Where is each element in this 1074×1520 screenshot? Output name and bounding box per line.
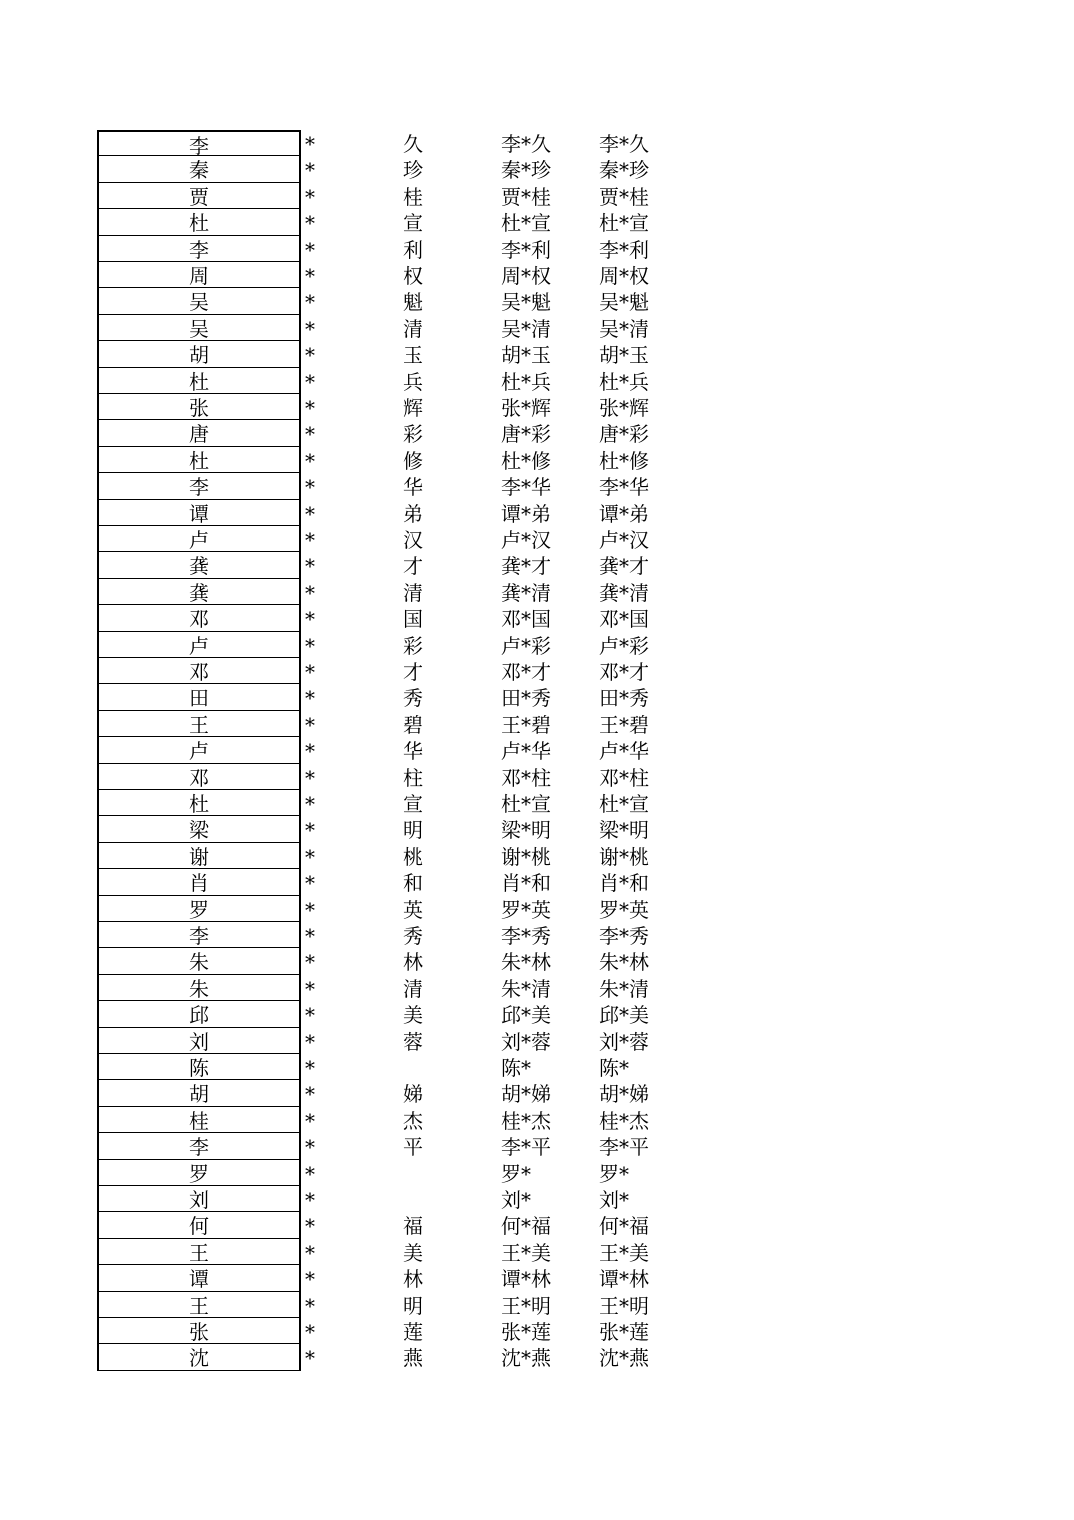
given-name-cell: 明 [403, 818, 423, 843]
surname-cell: 杜 [97, 790, 301, 816]
mask-star-cell: * [305, 686, 315, 711]
given-name-cell: 宣 [403, 792, 423, 816]
masked-name-copy-cell: 朱*林 [599, 950, 649, 975]
given-name-cell: 和 [403, 871, 423, 896]
mask-star-cell: * [305, 792, 315, 816]
table-row [0, 341, 1074, 367]
masked-name-cell: 谢*桃 [501, 844, 551, 869]
surname-cell: 唐 [97, 420, 301, 446]
masked-name-cell: 杜*修 [501, 448, 551, 473]
mask-star-cell: * [305, 818, 315, 843]
masked-name-cell: 李*久 [501, 132, 551, 156]
given-name-cell: 兵 [403, 369, 423, 394]
given-name-cell: 莲 [403, 1320, 423, 1344]
table-row [0, 315, 1074, 341]
mask-star-cell: * [305, 1056, 315, 1080]
masked-name-copy-cell: 谢*桃 [599, 844, 649, 869]
given-name-cell: 华 [403, 475, 423, 500]
mask-star-cell: * [305, 633, 315, 658]
table-row [0, 420, 1074, 446]
mask-star-cell: * [305, 1135, 315, 1160]
given-name-cell: 国 [403, 607, 423, 632]
masked-name-cell: 邓*国 [501, 607, 551, 632]
masked-name-copy-cell: 罗* [599, 1161, 629, 1186]
masked-name-cell: 胡*玉 [501, 343, 551, 368]
table-row [0, 1133, 1074, 1159]
mask-star-cell: * [305, 765, 315, 790]
masked-name-cell: 李*华 [501, 475, 551, 500]
given-name-cell: 才 [403, 554, 423, 579]
mask-star-cell: * [305, 1320, 315, 1344]
masked-name-copy-cell: 谭*林 [599, 1267, 649, 1292]
surname-cell: 邱 [97, 1001, 301, 1027]
mask-star-cell: * [305, 712, 315, 737]
given-name-cell: 宣 [403, 211, 423, 236]
masked-name-copy-cell: 唐*彩 [599, 422, 649, 447]
masked-name-cell: 杜*宣 [501, 792, 551, 816]
masked-name-copy-cell: 王*美 [599, 1240, 649, 1265]
table-row [0, 605, 1074, 631]
table-row [0, 1001, 1074, 1027]
given-name-cell: 秀 [403, 686, 423, 711]
given-name-cell: 明 [403, 1293, 423, 1318]
table-row [0, 737, 1074, 763]
masked-name-copy-cell: 陈* [599, 1056, 629, 1080]
mask-star-cell: * [305, 528, 315, 552]
mask-star-cell: * [305, 1240, 315, 1265]
surname-cell: 张 [97, 1318, 301, 1344]
masked-name-cell: 张*辉 [501, 396, 551, 420]
table-row [0, 711, 1074, 737]
surname-cell: 朱 [97, 975, 301, 1001]
given-name-cell: 林 [403, 1267, 423, 1292]
masked-name-copy-cell: 肖*和 [599, 871, 649, 896]
given-name-cell: 权 [403, 264, 423, 288]
masked-name-copy-cell: 张*莲 [599, 1320, 649, 1344]
table-row [0, 896, 1074, 922]
table-row [0, 262, 1074, 288]
masked-name-copy-cell: 沈*燕 [599, 1346, 649, 1371]
mask-star-cell: * [305, 1188, 315, 1212]
table-row [0, 975, 1074, 1001]
mask-star-cell: * [305, 1293, 315, 1318]
given-name-cell: 彩 [403, 633, 423, 658]
masked-name-copy-cell: 卢*彩 [599, 633, 649, 658]
masked-name-copy-cell: 周*权 [599, 264, 649, 288]
surname-cell: 朱 [97, 948, 301, 974]
given-name-cell: 玉 [403, 343, 423, 368]
masked-name-cell: 沈*燕 [501, 1346, 551, 1371]
surname-cell: 卢 [97, 737, 301, 763]
table-row [0, 1239, 1074, 1265]
table-row [0, 288, 1074, 314]
table-row [0, 816, 1074, 842]
given-name-cell: 福 [403, 1214, 423, 1239]
mask-star-cell: * [305, 475, 315, 500]
table-row [0, 368, 1074, 394]
mask-star-cell: * [305, 316, 315, 341]
mask-star-cell: * [305, 924, 315, 948]
table-row [0, 1080, 1074, 1106]
given-name-cell: 桃 [403, 844, 423, 869]
given-name-cell: 清 [403, 580, 423, 605]
table-row [0, 1160, 1074, 1186]
masked-name-cell: 肖*和 [501, 871, 551, 896]
mask-star-cell: * [305, 1082, 315, 1107]
masked-name-cell: 贾*桂 [501, 184, 551, 209]
table-row [0, 473, 1074, 499]
given-name-cell: 美 [403, 1240, 423, 1265]
table-row [0, 209, 1074, 235]
masked-name-cell: 王*美 [501, 1240, 551, 1265]
surname-cell: 杜 [97, 447, 301, 473]
table-row [0, 500, 1074, 526]
given-name-cell: 才 [403, 660, 423, 684]
table-row [0, 658, 1074, 684]
surname-cell: 李 [97, 473, 301, 499]
masked-name-copy-cell: 刘*蓉 [599, 1029, 649, 1054]
table-row [0, 1028, 1074, 1054]
mask-star-cell: * [305, 580, 315, 605]
masked-name-copy-cell: 卢*汉 [599, 528, 649, 552]
masked-name-cell: 王*明 [501, 1293, 551, 1318]
table-row [0, 1107, 1074, 1133]
masked-name-cell: 朱*清 [501, 976, 551, 1001]
mask-star-cell: * [305, 660, 315, 684]
masked-name-copy-cell: 吴*清 [599, 316, 649, 341]
given-name-cell: 平 [403, 1135, 423, 1160]
mask-star-cell: * [305, 1267, 315, 1292]
masked-name-copy-cell: 贾*桂 [599, 184, 649, 209]
surname-cell: 罗 [97, 1160, 301, 1186]
surname-cell: 胡 [97, 1080, 301, 1106]
masked-name-cell: 龚*清 [501, 580, 551, 605]
masked-name-cell: 邱*美 [501, 1003, 551, 1028]
masked-name-cell: 梁*明 [501, 818, 551, 843]
surname-cell: 李 [97, 1133, 301, 1159]
surname-cell: 何 [97, 1212, 301, 1238]
table-row [0, 447, 1074, 473]
surname-cell: 李 [97, 922, 301, 948]
mask-star-cell: * [305, 396, 315, 420]
masked-name-copy-cell: 谭*弟 [599, 501, 649, 526]
surname-cell: 王 [97, 1239, 301, 1265]
masked-name-copy-cell: 田*秀 [599, 686, 649, 711]
surname-cell: 梁 [97, 816, 301, 842]
mask-star-cell: * [305, 739, 315, 764]
masked-name-cell: 罗*英 [501, 897, 551, 922]
given-name-cell: 娣 [403, 1082, 423, 1107]
mask-star-cell: * [305, 844, 315, 869]
mask-star-cell: * [305, 1346, 315, 1371]
masked-name-copy-cell: 王*明 [599, 1293, 649, 1318]
surname-cell: 田 [97, 684, 301, 710]
masked-name-cell: 谭*林 [501, 1267, 551, 1292]
masked-name-copy-cell: 邓*才 [599, 660, 649, 684]
table-row [0, 130, 1074, 156]
masked-name-cell: 田*秀 [501, 686, 551, 711]
masked-name-cell: 陈* [501, 1056, 531, 1080]
table-row [0, 684, 1074, 710]
mask-star-cell: * [305, 343, 315, 368]
given-name-cell: 碧 [403, 712, 423, 737]
masked-name-cell: 刘*蓉 [501, 1029, 551, 1054]
mask-star-cell: * [305, 158, 315, 183]
masked-name-copy-cell: 朱*清 [599, 976, 649, 1001]
given-name-cell: 彩 [403, 422, 423, 447]
masked-name-copy-cell: 罗*英 [599, 897, 649, 922]
masked-name-copy-cell: 张*辉 [599, 396, 649, 420]
surname-cell: 李 [97, 236, 301, 262]
surname-cell: 谭 [97, 1265, 301, 1291]
table-row [0, 1212, 1074, 1238]
masked-name-copy-cell: 胡*玉 [599, 343, 649, 368]
given-name-cell: 华 [403, 739, 423, 764]
surname-cell: 张 [97, 394, 301, 420]
table-row [0, 156, 1074, 182]
surname-cell: 邓 [97, 764, 301, 790]
mask-star-cell: * [305, 132, 315, 156]
masked-name-copy-cell: 龚*清 [599, 580, 649, 605]
masked-name-copy-cell: 梁*明 [599, 818, 649, 843]
masked-name-cell: 周*权 [501, 264, 551, 288]
mask-star-cell: * [305, 976, 315, 1001]
mask-star-cell: * [305, 1161, 315, 1186]
masked-name-cell: 王*碧 [501, 712, 551, 737]
given-name-cell: 秀 [403, 924, 423, 948]
masked-name-copy-cell: 刘* [599, 1188, 629, 1212]
given-name-cell: 利 [403, 237, 423, 262]
mask-star-cell: * [305, 950, 315, 975]
surname-cell: 刘 [97, 1186, 301, 1212]
surname-cell: 胡 [97, 341, 301, 367]
given-name-cell: 燕 [403, 1346, 423, 1371]
surname-cell: 桂 [97, 1107, 301, 1133]
masked-name-cell: 李*平 [501, 1135, 551, 1160]
masked-name-copy-cell: 李*利 [599, 237, 649, 262]
masked-name-copy-cell: 邓*国 [599, 607, 649, 632]
given-name-cell: 杰 [403, 1108, 423, 1133]
given-name-cell: 桂 [403, 184, 423, 209]
table-row [0, 1344, 1074, 1370]
masked-name-cell: 邓*才 [501, 660, 551, 684]
masked-name-copy-cell: 李*平 [599, 1135, 649, 1160]
table-row [0, 632, 1074, 658]
table-row [0, 869, 1074, 895]
masked-name-copy-cell: 邓*柱 [599, 765, 649, 790]
masked-name-cell: 李*秀 [501, 924, 551, 948]
table-row [0, 1186, 1074, 1212]
masked-name-copy-cell: 杜*宣 [599, 792, 649, 816]
masked-name-copy-cell: 吴*魁 [599, 290, 649, 315]
masked-name-cell: 谭*弟 [501, 501, 551, 526]
masked-name-copy-cell: 李*久 [599, 132, 649, 156]
surname-cell: 杜 [97, 209, 301, 235]
masked-name-copy-cell: 胡*娣 [599, 1082, 649, 1107]
mask-star-cell: * [305, 607, 315, 632]
surname-cell: 杜 [97, 368, 301, 394]
masked-name-copy-cell: 秦*珍 [599, 158, 649, 183]
masked-name-copy-cell: 桂*杰 [599, 1108, 649, 1133]
surname-cell: 卢 [97, 632, 301, 658]
table-row [0, 1265, 1074, 1291]
surname-cell: 龚 [97, 579, 301, 605]
table-row [0, 236, 1074, 262]
masked-name-cell: 杜*兵 [501, 369, 551, 394]
masked-name-cell: 吴*魁 [501, 290, 551, 315]
mask-star-cell: * [305, 501, 315, 526]
table-row [0, 394, 1074, 420]
given-name-cell: 蓉 [403, 1029, 423, 1054]
masked-name-cell: 吴*清 [501, 316, 551, 341]
surname-cell: 周 [97, 262, 301, 288]
masked-name-cell: 张*莲 [501, 1320, 551, 1344]
given-name-cell: 清 [403, 976, 423, 1001]
table-row [0, 579, 1074, 605]
surname-cell: 陈 [97, 1054, 301, 1080]
masked-name-cell: 何*福 [501, 1214, 551, 1239]
masked-name-cell: 邓*柱 [501, 765, 551, 790]
masked-name-cell: 桂*杰 [501, 1108, 551, 1133]
given-name-cell: 柱 [403, 765, 423, 790]
mask-star-cell: * [305, 211, 315, 236]
table-row [0, 1318, 1074, 1344]
masked-name-copy-cell: 李*华 [599, 475, 649, 500]
table-row [0, 552, 1074, 578]
surname-cell: 龚 [97, 552, 301, 578]
mask-star-cell: * [305, 871, 315, 896]
surname-cell: 谭 [97, 500, 301, 526]
masked-name-cell: 罗* [501, 1161, 531, 1186]
mask-star-cell: * [305, 1003, 315, 1028]
mask-star-cell: * [305, 448, 315, 473]
table-row [0, 922, 1074, 948]
surname-cell: 沈 [97, 1344, 301, 1370]
table-row [0, 790, 1074, 816]
masked-name-cell: 秦*珍 [501, 158, 551, 183]
mask-star-cell: * [305, 1108, 315, 1133]
surname-cell: 邓 [97, 605, 301, 631]
masked-name-cell: 朱*林 [501, 950, 551, 975]
surname-cell: 李 [97, 130, 301, 156]
mask-star-cell: * [305, 184, 315, 209]
surname-cell: 刘 [97, 1028, 301, 1054]
table-row [0, 1054, 1074, 1080]
table-row [0, 843, 1074, 869]
surname-cell: 邓 [97, 658, 301, 684]
mask-star-cell: * [305, 897, 315, 922]
surname-cell: 贾 [97, 183, 301, 209]
masked-name-cell: 李*利 [501, 237, 551, 262]
surname-cell: 罗 [97, 896, 301, 922]
masked-name-cell: 胡*娣 [501, 1082, 551, 1107]
table-row [0, 948, 1074, 974]
table-row [0, 526, 1074, 552]
masked-name-copy-cell: 卢*华 [599, 739, 649, 764]
surname-cell: 吴 [97, 315, 301, 341]
masked-name-copy-cell: 王*碧 [599, 712, 649, 737]
masked-name-copy-cell: 李*秀 [599, 924, 649, 948]
masked-name-copy-cell: 何*福 [599, 1214, 649, 1239]
surname-cell: 王 [97, 1292, 301, 1318]
surname-cell: 谢 [97, 843, 301, 869]
given-name-cell: 美 [403, 1003, 423, 1028]
mask-star-cell: * [305, 554, 315, 579]
surname-cell: 肖 [97, 869, 301, 895]
surname-cell: 卢 [97, 526, 301, 552]
given-name-cell: 林 [403, 950, 423, 975]
masked-name-cell: 卢*彩 [501, 633, 551, 658]
mask-star-cell: * [305, 1029, 315, 1054]
table-row [0, 1292, 1074, 1318]
masked-name-cell: 杜*宣 [501, 211, 551, 236]
given-name-cell: 珍 [403, 158, 423, 183]
mask-star-cell: * [305, 422, 315, 447]
mask-star-cell: * [305, 369, 315, 394]
given-name-cell: 汉 [403, 528, 423, 552]
masked-name-copy-cell: 邱*美 [599, 1003, 649, 1028]
masked-name-cell: 卢*华 [501, 739, 551, 764]
given-name-cell: 清 [403, 316, 423, 341]
masked-name-copy-cell: 杜*兵 [599, 369, 649, 394]
given-name-cell: 修 [403, 448, 423, 473]
table-row [0, 764, 1074, 790]
given-name-cell: 辉 [403, 396, 423, 420]
masked-name-cell: 龚*才 [501, 554, 551, 579]
masked-name-copy-cell: 杜*宣 [599, 211, 649, 236]
masked-name-copy-cell: 龚*才 [599, 554, 649, 579]
surname-cell: 秦 [97, 156, 301, 182]
masked-name-cell: 刘* [501, 1188, 531, 1212]
mask-star-cell: * [305, 264, 315, 288]
mask-star-cell: * [305, 1214, 315, 1239]
given-name-cell: 久 [403, 132, 423, 156]
masked-name-cell: 卢*汉 [501, 528, 551, 552]
surname-cell: 王 [97, 711, 301, 737]
mask-star-cell: * [305, 237, 315, 262]
masked-name-copy-cell: 杜*修 [599, 448, 649, 473]
masked-name-cell: 唐*彩 [501, 422, 551, 447]
mask-star-cell: * [305, 290, 315, 315]
given-name-cell: 弟 [403, 501, 423, 526]
surname-cell: 吴 [97, 288, 301, 314]
given-name-cell: 魁 [403, 290, 423, 315]
table-row [0, 183, 1074, 209]
given-name-cell: 英 [403, 897, 423, 922]
